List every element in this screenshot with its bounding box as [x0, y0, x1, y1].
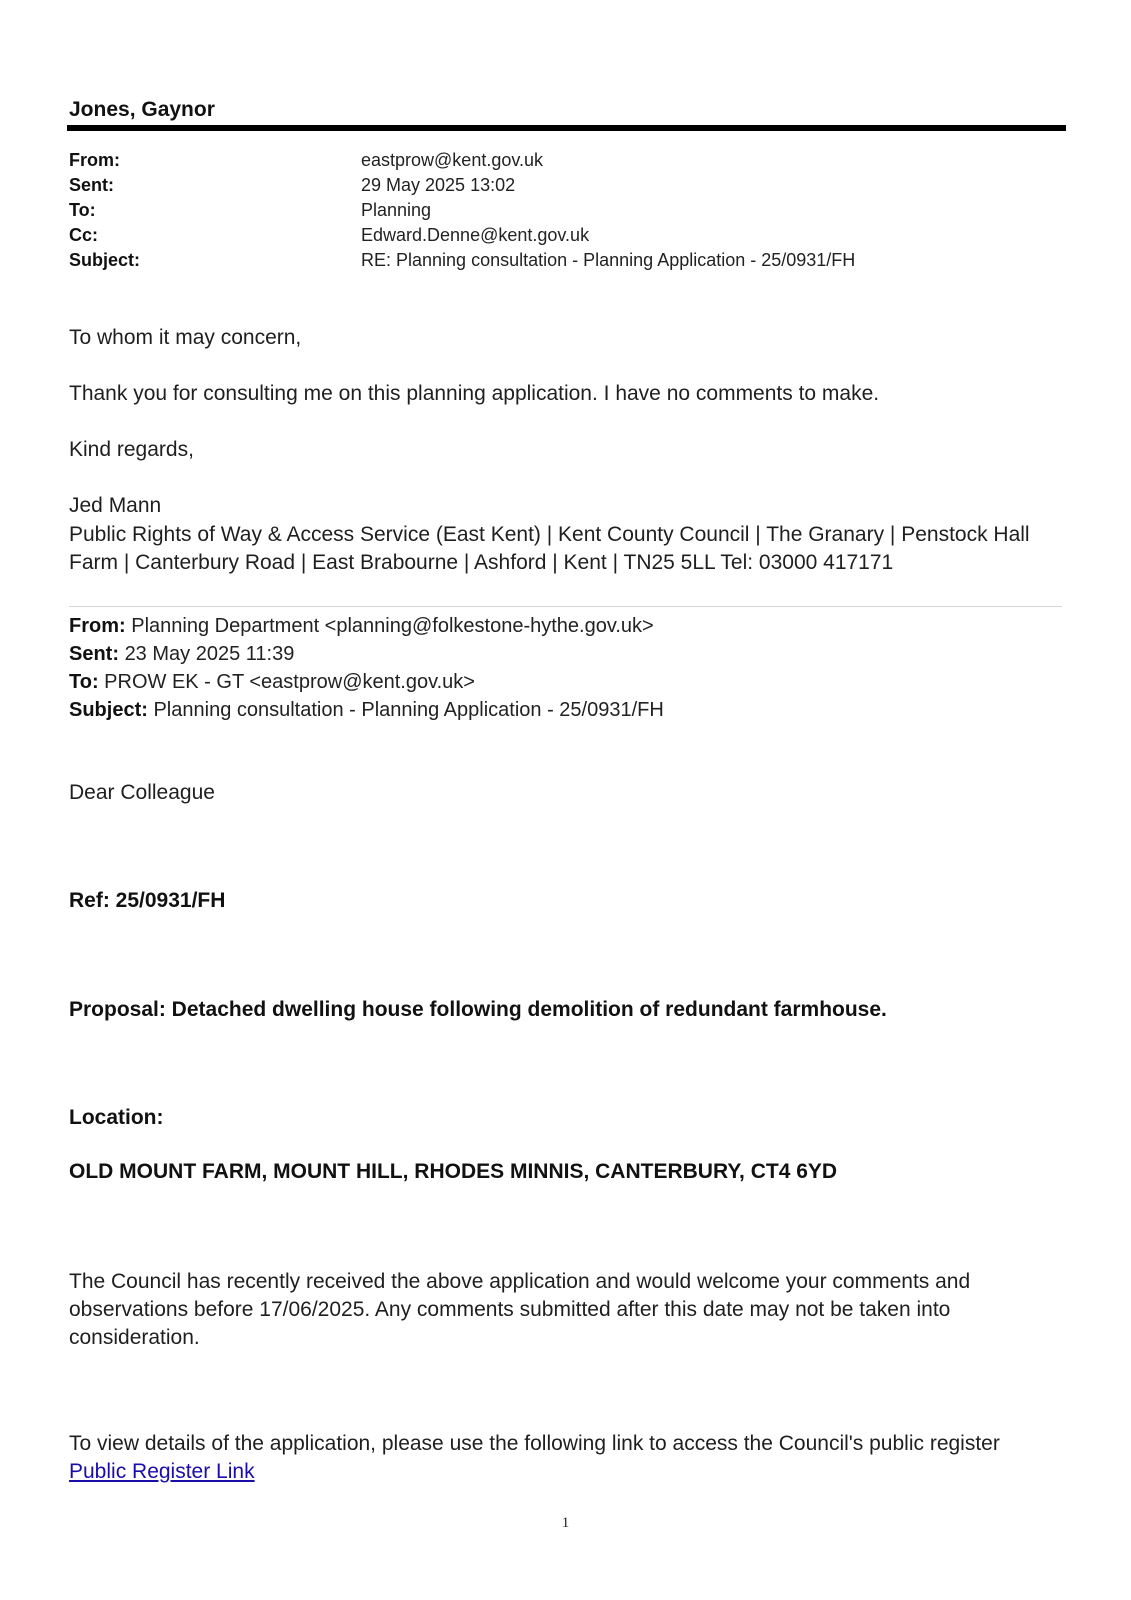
comment-request: The Council has recently received the above application and would welcome your comments and observations before 17/06/2025. Any comments submitted after this date may not be taken into consideration.: [69, 1270, 971, 1349]
reply-greeting: To whom it may concern,: [69, 326, 302, 349]
application-ref: Ref: 25/0931/FH: [69, 889, 226, 912]
header-rule: [67, 125, 1066, 131]
reply-closing: Kind regards,: [69, 438, 194, 461]
forwarded-to-value: PROW EK - GT <eastprow@kent.gov.uk>: [104, 671, 475, 693]
reply-message: Thank you for consulting me on this planning application. I have no comments to make.: [69, 382, 880, 405]
forwarded-from-label: From:: [69, 615, 126, 637]
to-value: Planning: [361, 200, 432, 220]
cc-value: Edward.Denne@kent.gov.uk: [361, 225, 590, 245]
subject-value: RE: Planning consultation - Planning Application - 25/0931/FH: [361, 250, 856, 270]
register-text: To view details of the application, please use the following link to access the Council's public register: [69, 1432, 1000, 1455]
signature-details: Public Rights of Way & Access Service (East Kent) | Kent County Council | The Granary | Penstock Hall Farm | Canterbury Road | East Brabourne | Ashford | Kent | TN25 5LL Tel: 03000 417171: [69, 523, 1030, 574]
signature-name: Jed Mann: [69, 494, 162, 517]
mailbox-owner: Jones, Gaynor: [69, 98, 215, 121]
subject-label: Subject:: [69, 250, 141, 270]
location-value: OLD MOUNT FARM, MOUNT HILL, RHODES MINNIS, CANTERBURY, CT4 6YD: [69, 1160, 838, 1183]
forwarded-sent-label: Sent:: [69, 643, 119, 665]
forwarded-subject-label: Subject:: [69, 699, 148, 721]
forwarded-sent: [69, 643, 294, 666]
forwarded-to: [69, 671, 475, 694]
forwarded-subject-value: Planning consultation - Planning Application - 25/0931/FH: [153, 699, 664, 721]
sent-value: 29 May 2025 13:02: [361, 175, 516, 195]
original-greeting: Dear Colleague: [69, 781, 215, 804]
cc-label: Cc:: [69, 225, 99, 245]
from-label: From:: [69, 150, 120, 170]
public-register-link[interactable]: Public Register Link: [69, 1460, 255, 1483]
location-label: Location:: [69, 1106, 164, 1129]
page-number: 1: [561, 1515, 570, 1531]
forwarded-from: [69, 615, 654, 638]
forwarded-subject: [69, 699, 664, 722]
to-label: To:: [69, 200, 96, 220]
sent-label: Sent:: [69, 175, 114, 195]
forward-separator: [69, 606, 1062, 607]
forwarded-to-label: To:: [69, 671, 99, 693]
forwarded-from-value: Planning Department <planning@folkestone-hythe.gov.uk>: [131, 615, 654, 637]
forwarded-sent-value: 23 May 2025 11:39: [124, 643, 295, 665]
from-value: eastprow@kent.gov.uk: [361, 150, 544, 170]
application-proposal: Proposal: Detached dwelling house following demolition of redundant farmhouse.: [69, 998, 887, 1021]
